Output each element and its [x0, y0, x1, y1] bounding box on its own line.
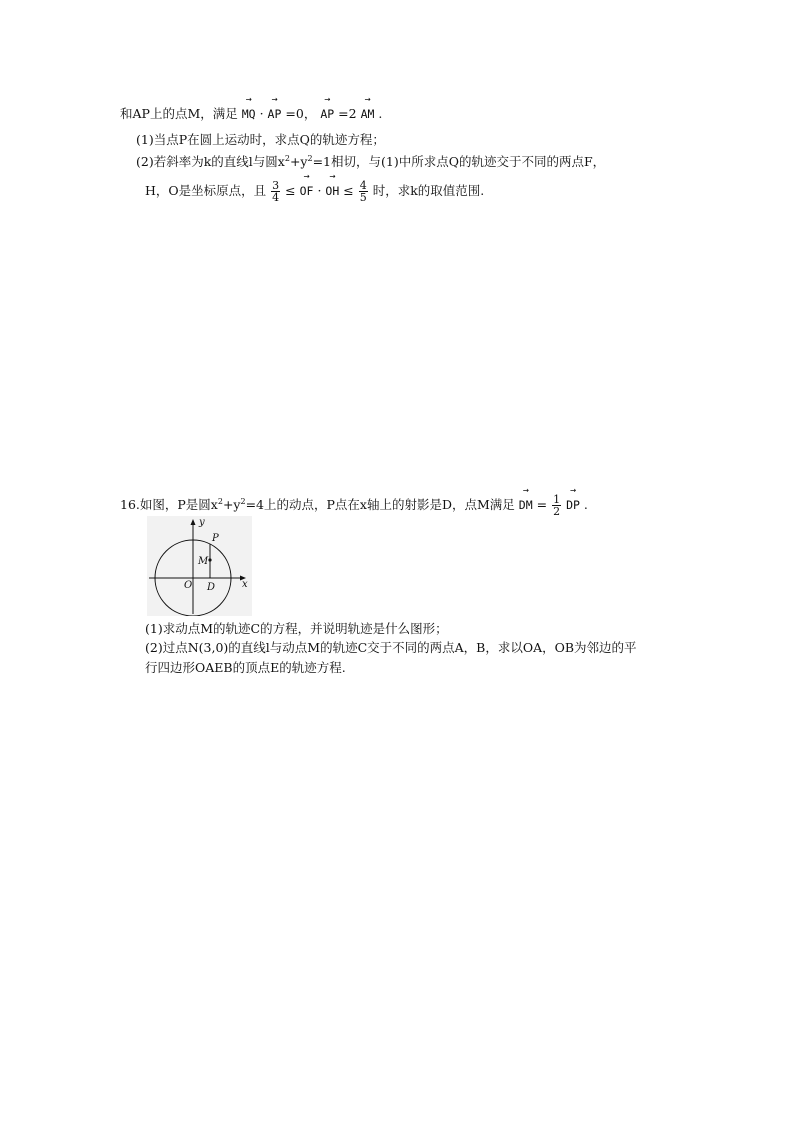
q15-part1: (1)当点P在圆上运动时，求点Q的轨迹方程； — [136, 132, 385, 147]
q15-condition-line — [120, 106, 382, 122]
q15-intro: 和AP上的点M，满足 — [120, 106, 238, 121]
fraction-three-quarters: $\frac{3}{4}$ — [272, 179, 280, 204]
q16-stem: 16.如图，P是圆$x^2+y^2=4$上的动点，P点在x轴上的射影是D，点M满足 → DM = $\frac{1}{2}$ → DP . — [120, 494, 588, 517]
circle-figure — [147, 516, 252, 616]
vector-ap-2: → AP — [320, 106, 334, 122]
q16-part2-line2: 行四边形OAEB的顶点E的轨迹方程. — [145, 660, 346, 675]
label-m: M — [198, 556, 209, 567]
fraction-one-half: $\frac{1}{2}$ — [553, 493, 561, 518]
label-d: D — [207, 582, 216, 593]
vector-dp: → DP — [566, 497, 580, 513]
q15-part2-line1: (2)若斜率为k的直线l与圆$x^2+y^2=1$相切，与(1)中所求点Q的轨迹交于不同的两点F， — [136, 153, 606, 169]
equals-two: =2 — [338, 106, 357, 121]
vector-ap: → AP — [268, 106, 282, 122]
label-o: O — [184, 580, 193, 591]
vector-of: → OF — [300, 183, 314, 199]
q16-part1: (1)求动点M的轨迹C的方程，并说明轨迹是什么图形； — [145, 621, 448, 636]
vector-mq: → MQ — [242, 106, 256, 122]
label-p: P — [212, 533, 219, 544]
fraction-four-fifths: $\frac{4}{5}$ — [359, 179, 367, 204]
q15-part2-line2: H，O是坐标原点，且 $\frac{3}{4}$ ≤ → OF · → OH ≤ $\frac{4}{5}$ 时，求k的取值范围. — [145, 180, 484, 203]
equals-zero: =0， — [285, 106, 317, 121]
dot-operator: · — [259, 106, 264, 121]
q16-part2-line1: (2)过点N(3,0)的直线l与动点M的轨迹C交于不同的两点A，B，求以OA，OB为邻边的平 — [145, 640, 637, 655]
period: . — [378, 106, 383, 121]
vector-dm: → DM — [519, 497, 533, 513]
point-m — [208, 558, 211, 561]
label-y: y — [199, 517, 205, 528]
vector-oh: → OH — [325, 183, 339, 199]
vector-am: → AM — [361, 106, 375, 122]
label-x: x — [242, 579, 248, 590]
